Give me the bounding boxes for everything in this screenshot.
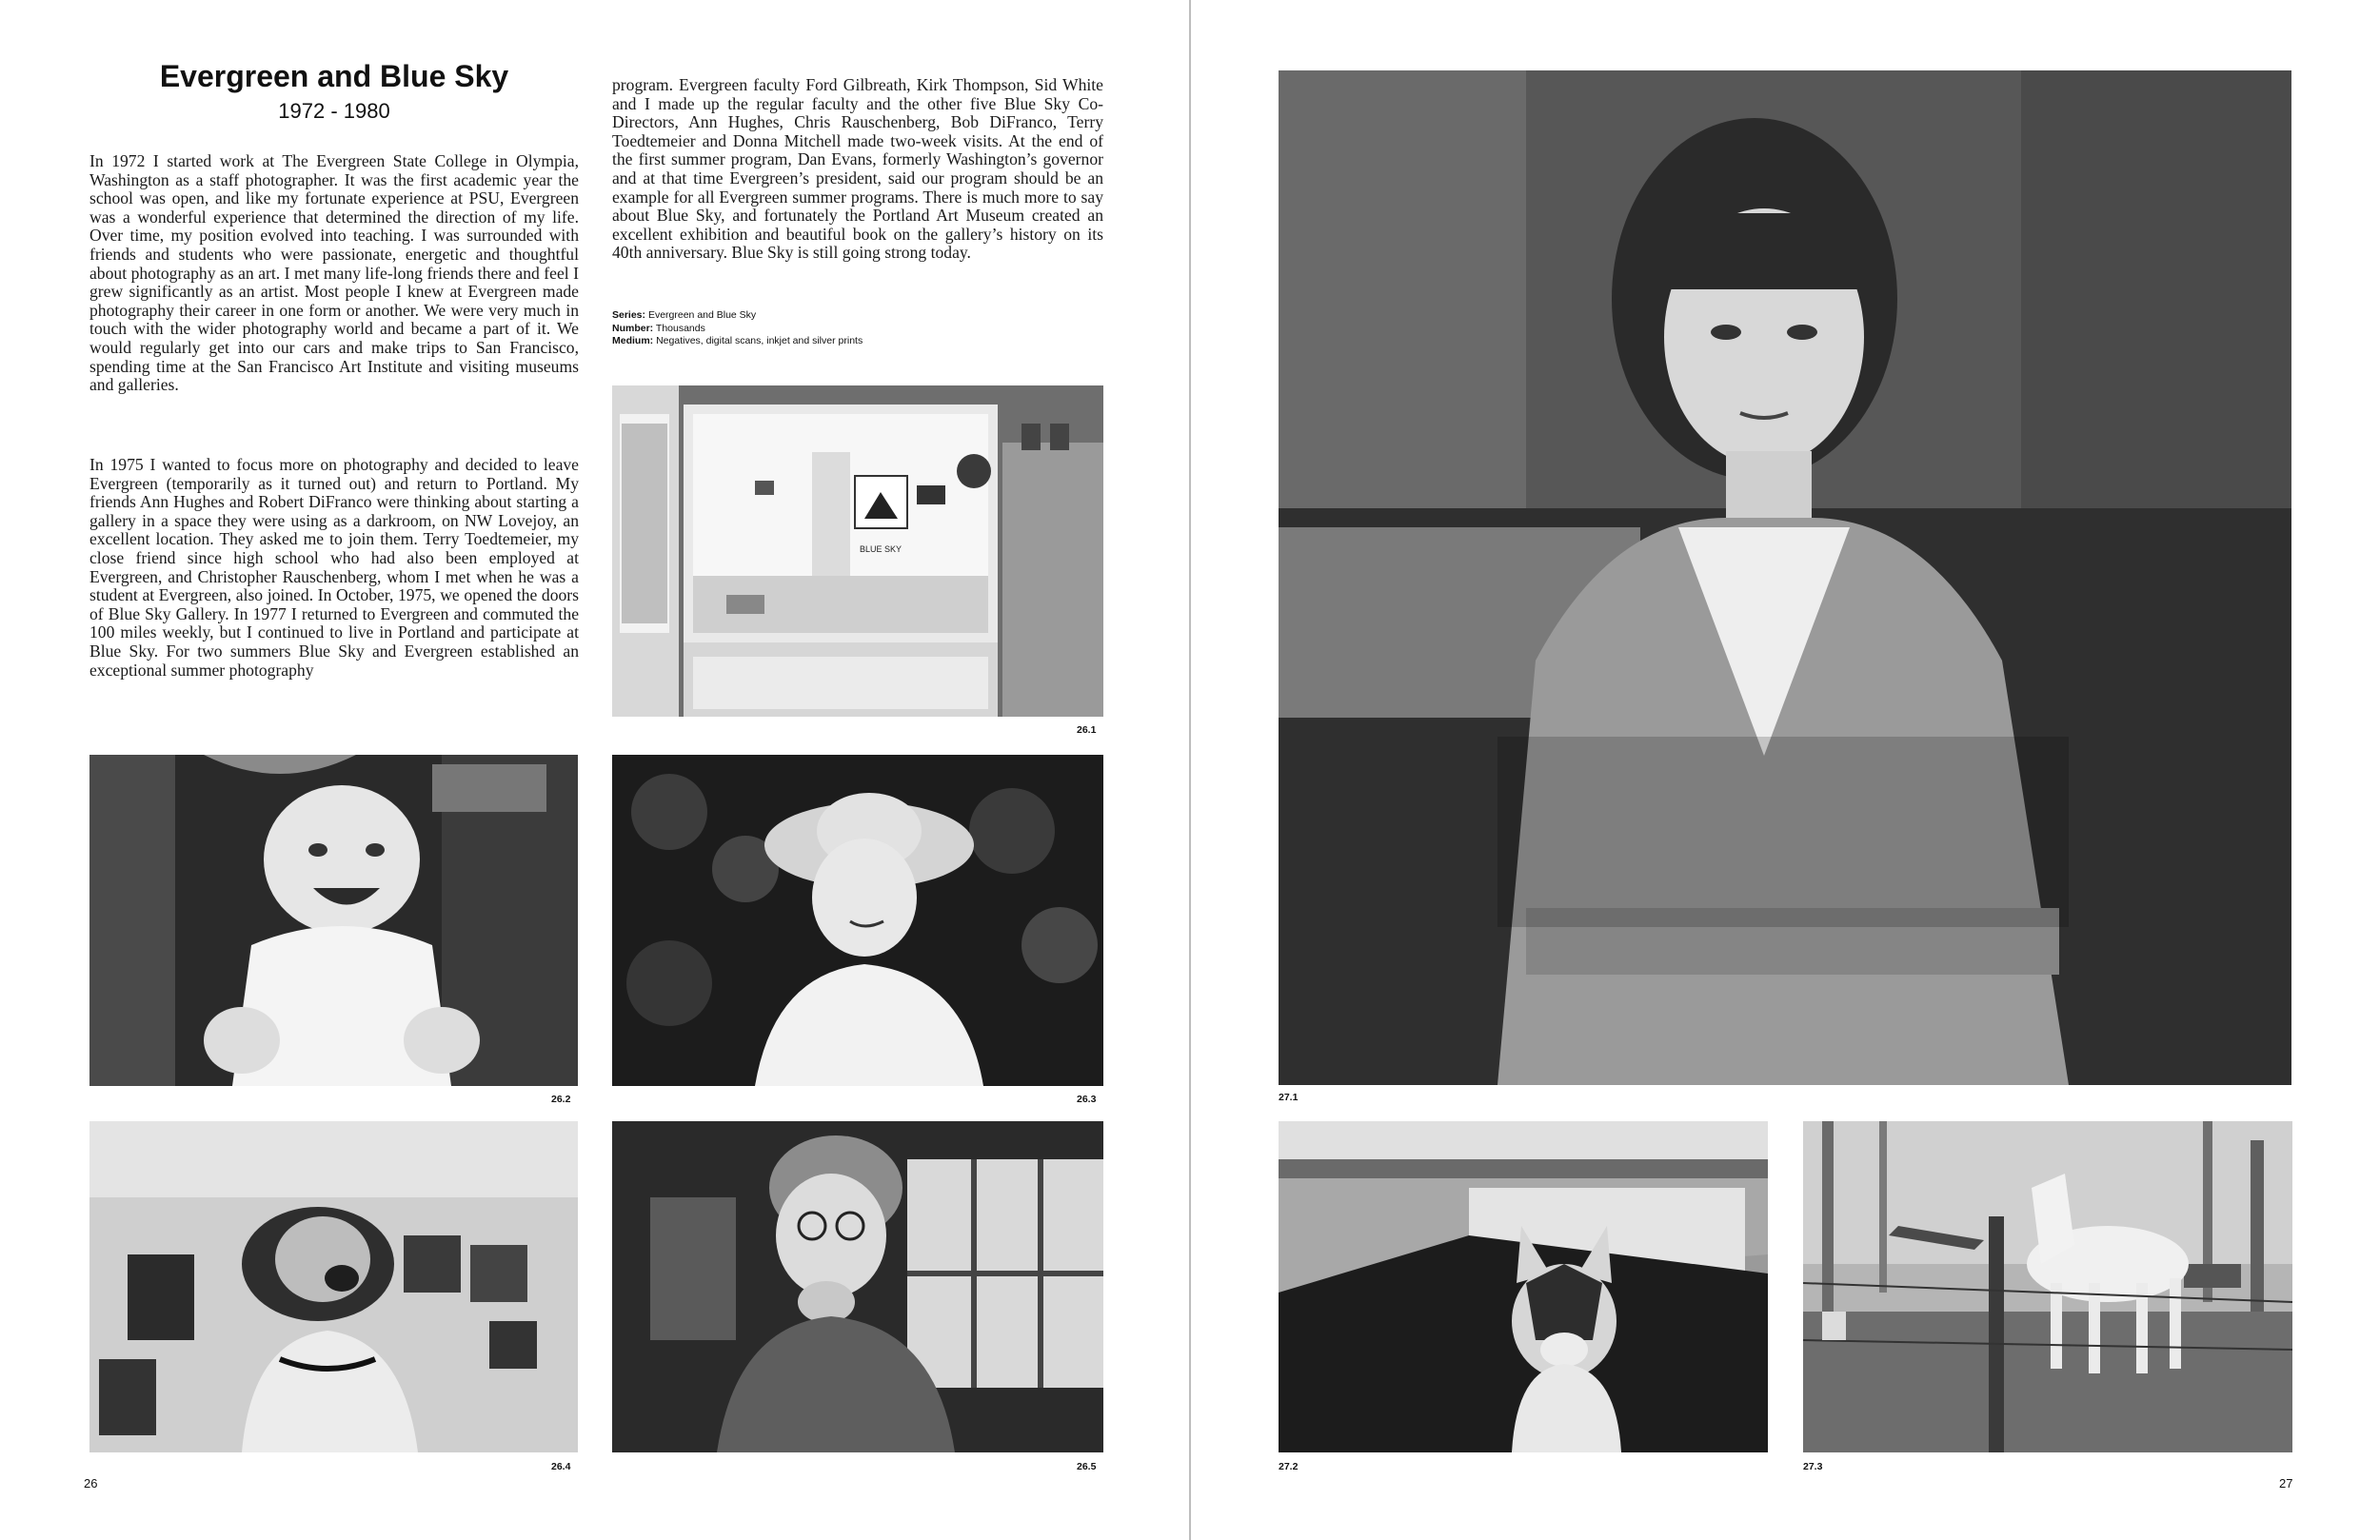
page-number-right: 27 bbox=[2279, 1476, 2293, 1491]
poster-blue-sky-text: BLUE SKY bbox=[859, 544, 902, 554]
photo-27-2-dog-in-convertible bbox=[1279, 1121, 1768, 1452]
number-label: Number: bbox=[612, 322, 654, 334]
paragraph-2: In 1975 I wanted to focus more on photography and decided to leave Evergreen (temporarily as it turned out) and return to Portland. My friends Ann Hughes and Robert DiFranco were thinking about starting a gallery in a space they were using as a darkroom, on NW Lovejoy, an excellent location. They asked me to join them. Terry Toedtemeier, my close friend since high school who had also been employed at Evergreen, and Christopher Rauschenberg, whom I met when he was a student at Evergreen, also joined. In October, 1975, we opened the doors of Blue Sky Gallery. In 1977 I returned to Evergreen and commuted the 100 miles weekly, but I continued to live in Portland and participate at Blue Sky. For two summers Blue Sky and Evergreen established an exceptional summer photography bbox=[89, 455, 579, 680]
paragraph-3: program. Evergreen faculty Ford Gilbreath, Kirk Thompson, Sid White and I made up the regular faculty and the other five Blue Sky Co-Directors, Ann Hughes, Chris Rauschenberg, Bob DiFranco, Terry Toedtemeier and Donna Mitchell made two-week visits. At the end of the first summer program, Dan Evans, formerly Washington’s governor and at that time Evergreen’s president, said our program should be an example for all Evergreen summer programs. There is much more to say about Blue Sky, and fortunately the Portland Art Museum created an excellent exhibition and beautiful book on the gallery’s history on its 40th anniversary. Blue Sky is still going strong today. bbox=[612, 75, 1103, 263]
photo-26-5-woman-by-window bbox=[612, 1121, 1103, 1452]
left-page bbox=[0, 0, 1189, 1540]
caption-27-2: 27.2 bbox=[1279, 1461, 1299, 1472]
photo-27-3-white-horse bbox=[1803, 1121, 2292, 1452]
right-page bbox=[1191, 0, 2380, 1540]
series-metadata bbox=[612, 309, 1088, 348]
chapter-years: 1972 - 1980 bbox=[278, 99, 390, 123]
photo-26-1-gallery-window bbox=[612, 385, 1103, 717]
series-label: Series: bbox=[612, 309, 646, 321]
chapter-title: Evergreen and Blue Sky bbox=[159, 59, 509, 93]
caption-27-3: 27.3 bbox=[1803, 1461, 1823, 1472]
caption-26-4: 26.4 bbox=[551, 1461, 571, 1472]
caption-26-2: 26.2 bbox=[551, 1094, 571, 1105]
medium-label: Medium: bbox=[612, 335, 654, 346]
series-value: Evergreen and Blue Sky bbox=[647, 309, 757, 321]
photo-27-1-woman-in-coat-portrait bbox=[1279, 70, 2291, 1085]
number-value: Thousands bbox=[655, 322, 705, 334]
caption-26-5: 26.5 bbox=[1077, 1461, 1097, 1472]
page-number-left: 26 bbox=[84, 1476, 98, 1491]
medium-value: Negatives, digital scans, inkjet and silver prints bbox=[656, 335, 863, 346]
photo-26-3-woman-straw-hat bbox=[612, 755, 1103, 1086]
caption-27-1: 27.1 bbox=[1279, 1092, 1299, 1103]
paragraph-1: In 1972 I started work at The Evergreen State College in Olympia, Washington as a staff photographer. It was the first academic year the school was open, and like my fortunate experience at PSU, Evergreen was a wonderful experience that determined the direction of my life. Over time, my position evolved into teaching. I was surrounded with friends and students who were passionate, energetic and thoughtful about photography as an art. I met many life-long friends there and feel I grew significantly as an artist. Most people I knew at Evergreen made photography their career in one form or another. We were very much in touch with the wider photography world and became a part of it. We would regularly get into our cars and make trips to San Francisco, spending time at the San Francisco Art Institute and visiting museums and galleries. bbox=[89, 151, 579, 395]
photo-26-4-man-laughing bbox=[89, 1121, 578, 1452]
caption-26-1: 26.1 bbox=[1077, 724, 1097, 736]
photo-26-2-laughing-baby bbox=[89, 755, 578, 1086]
caption-26-3: 26.3 bbox=[1077, 1094, 1097, 1105]
